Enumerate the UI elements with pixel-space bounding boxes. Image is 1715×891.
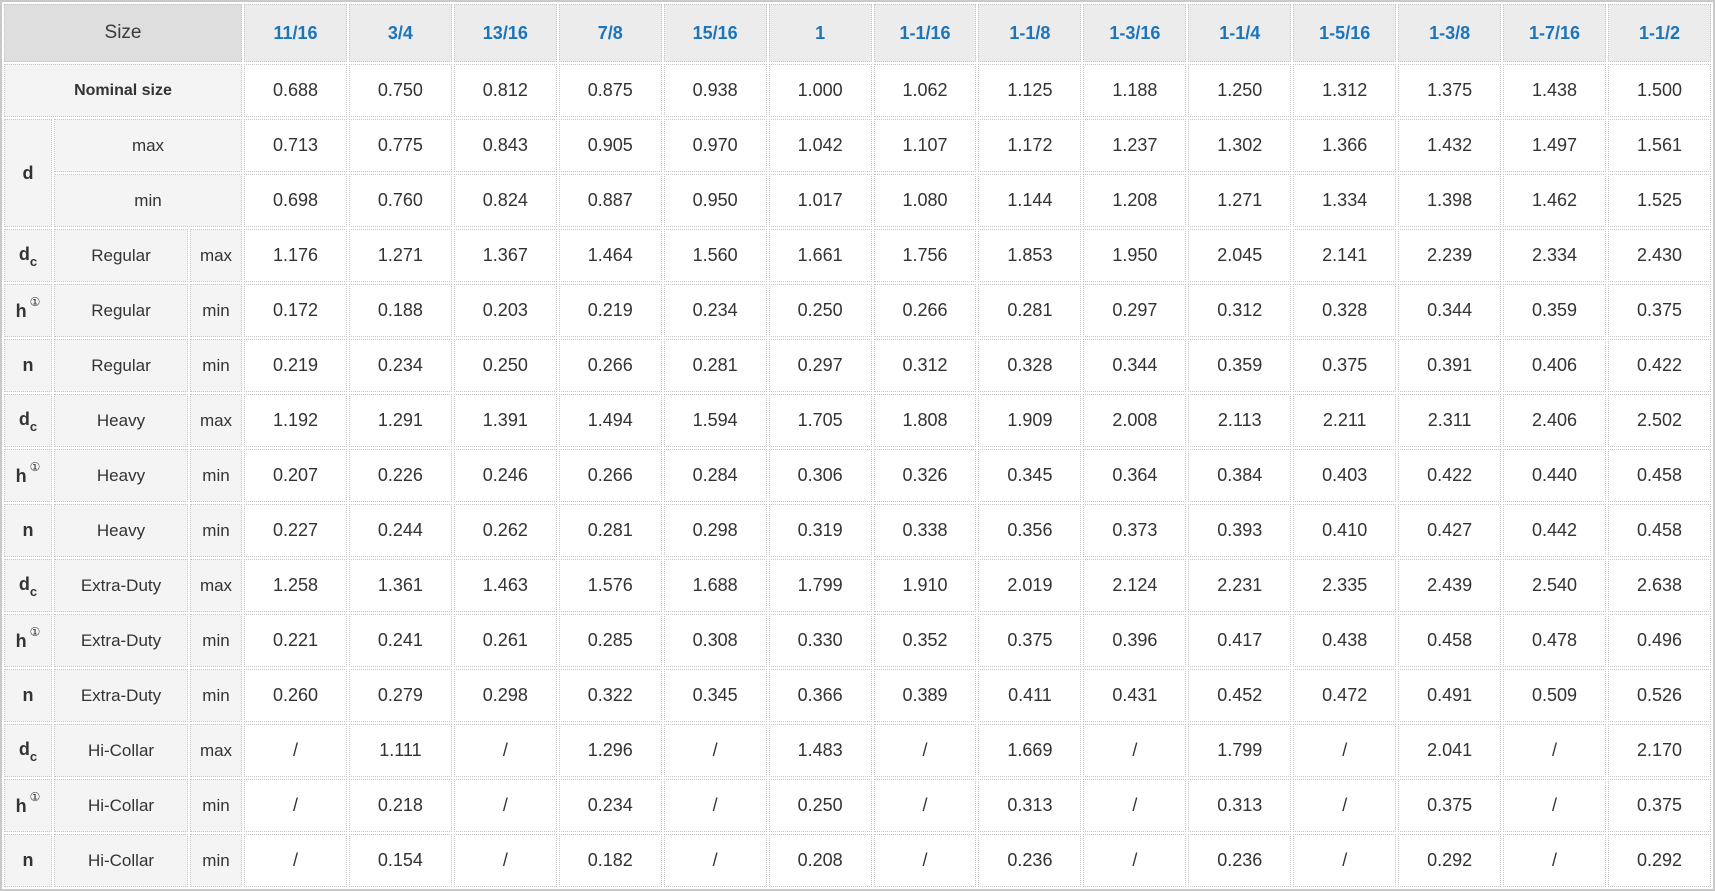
value-cell: 1.688 [664,559,767,612]
size-column-header: 1-1/4 [1188,4,1291,62]
table-row [4,614,1711,667]
value-cell: 0.887 [559,174,662,227]
value-cell: 1.302 [1188,119,1291,172]
value-cell: 0.182 [559,834,662,887]
value-cell: 0.297 [769,339,872,392]
value-cell: 1.398 [1398,174,1501,227]
value-cell: 0.250 [769,779,872,832]
value-cell: 1.497 [1503,119,1606,172]
value-cell: 0.950 [664,174,767,227]
value-cell: 0.375 [1608,779,1711,832]
value-cell: 1.208 [1083,174,1186,227]
value-cell: 0.298 [454,669,557,722]
value-cell: 0.227 [244,504,347,557]
table-row [4,449,1711,502]
value-cell: 1.172 [978,119,1081,172]
value-cell: 0.760 [349,174,452,227]
value-cell: 1.799 [1188,724,1291,777]
value-cell: 0.375 [1608,284,1711,337]
value-cell: 1.296 [559,724,662,777]
value-cell: 0.172 [244,284,347,337]
value-cell: 0.234 [664,284,767,337]
row-series-label: Hi-Collar [54,724,188,777]
footnote-1-icon: ① [29,460,41,474]
value-cell: 1.107 [874,119,977,172]
value-cell: / [1503,724,1606,777]
value-cell: 2.540 [1503,559,1606,612]
row-symbol-label: n [4,339,52,392]
value-cell: 1.525 [1608,174,1711,227]
row-series-label: Heavy [54,449,188,502]
value-cell: 0.326 [874,449,977,502]
table-row [4,284,1711,337]
value-cell: 0.208 [769,834,872,887]
value-cell: / [1503,834,1606,887]
value-cell: 2.334 [1503,229,1606,282]
row-title-label: Nominal size [4,64,242,117]
row-series-label: Heavy [54,394,188,447]
value-cell: 0.440 [1503,449,1606,502]
value-cell: / [454,724,557,777]
size-column-header: 1-5/16 [1293,4,1396,62]
value-cell: 1.576 [559,559,662,612]
row-symbol-label: h ① [4,779,52,832]
value-cell: 2.638 [1608,559,1711,612]
value-cell: 0.688 [244,64,347,117]
value-cell: 1.661 [769,229,872,282]
value-cell: 0.281 [978,284,1081,337]
value-cell: 0.234 [559,779,662,832]
row-series-label: Regular [54,284,188,337]
value-cell: 0.698 [244,174,347,227]
value-cell: 0.250 [454,339,557,392]
table-row [4,724,1711,777]
value-cell: 1.799 [769,559,872,612]
value-cell: 0.396 [1083,614,1186,667]
row-limit-label: max [190,724,242,777]
value-cell: 1.594 [664,394,767,447]
row-symbol-label: $d_c$ [4,559,52,612]
value-cell: 0.344 [1398,284,1501,337]
value-cell: 2.211 [1293,394,1396,447]
value-cell: 0.393 [1188,504,1291,557]
row-series-label: Extra-Duty [54,559,188,612]
row-symbol-label: h ① [4,284,52,337]
value-cell: 0.875 [559,64,662,117]
value-cell: 1.463 [454,559,557,612]
row-symbol-label: $d_c$ [4,394,52,447]
value-cell: 0.312 [874,339,977,392]
row-limit-label: min [190,614,242,667]
value-cell: 0.526 [1608,669,1711,722]
value-cell: 2.311 [1398,394,1501,447]
value-cell: 0.410 [1293,504,1396,557]
row-limit-label: min [190,669,242,722]
row-series-label: Regular [54,229,188,282]
value-cell: 0.221 [244,614,347,667]
value-cell: 2.113 [1188,394,1291,447]
row-limit-label: min [190,284,242,337]
value-cell: 0.188 [349,284,452,337]
value-cell: 2.041 [1398,724,1501,777]
value-cell: 0.312 [1188,284,1291,337]
table-row [4,559,1711,612]
value-cell: 1.258 [244,559,347,612]
value-cell: 0.319 [769,504,872,557]
value-cell: / [454,779,557,832]
value-cell: 0.226 [349,449,452,502]
value-cell: 2.430 [1608,229,1711,282]
row-series-label: Extra-Duty [54,669,188,722]
value-cell: 2.406 [1503,394,1606,447]
value-cell: 0.824 [454,174,557,227]
value-cell: 0.812 [454,64,557,117]
value-cell: 0.472 [1293,669,1396,722]
value-cell: 0.775 [349,119,452,172]
value-cell: 0.154 [349,834,452,887]
value-cell: / [664,834,767,887]
value-cell: 2.439 [1398,559,1501,612]
value-cell: / [874,779,977,832]
value-cell: 0.218 [349,779,452,832]
value-cell: 0.297 [1083,284,1186,337]
value-cell: 0.431 [1083,669,1186,722]
value-cell: 0.219 [244,339,347,392]
value-cell: 0.417 [1188,614,1291,667]
table-row [4,119,1711,172]
value-cell: 1.144 [978,174,1081,227]
value-cell: 0.306 [769,449,872,502]
size-column-header: 1-3/16 [1083,4,1186,62]
value-cell: 0.352 [874,614,977,667]
value-cell: 1.432 [1398,119,1501,172]
value-cell: 0.375 [978,614,1081,667]
value-cell: / [664,724,767,777]
size-column-header: 1-1/2 [1608,4,1711,62]
row-series-label: Hi-Collar [54,834,188,887]
value-cell: 2.141 [1293,229,1396,282]
value-cell: 0.328 [978,339,1081,392]
value-cell: 0.458 [1398,614,1501,667]
value-cell: 1.561 [1608,119,1711,172]
value-cell: 0.292 [1398,834,1501,887]
size-column-header: 1-1/16 [874,4,977,62]
value-cell: 0.292 [1608,834,1711,887]
value-cell: 0.843 [454,119,557,172]
row-series-label: Extra-Duty [54,614,188,667]
value-cell: 2.045 [1188,229,1291,282]
row-series-label: Heavy [54,504,188,557]
value-cell: 2.019 [978,559,1081,612]
value-cell: 0.246 [454,449,557,502]
value-cell: 0.509 [1503,669,1606,722]
value-cell: 1.500 [1608,64,1711,117]
value-cell: / [874,834,977,887]
value-cell: 0.438 [1293,614,1396,667]
value-cell: / [664,779,767,832]
value-cell: / [244,779,347,832]
value-cell: 1.366 [1293,119,1396,172]
value-cell: 1.808 [874,394,977,447]
footnote-1-icon: ① [29,625,41,639]
value-cell: 0.234 [349,339,452,392]
value-cell: 0.284 [664,449,767,502]
row-symbol-label: h ① [4,449,52,502]
size-column-header: 11/16 [244,4,347,62]
row-series-label: Hi-Collar [54,779,188,832]
row-limit-label: max [190,229,242,282]
value-cell: 1.375 [1398,64,1501,117]
row-limit-label: min [54,174,242,227]
value-cell: 0.322 [559,669,662,722]
value-cell: 1.334 [1293,174,1396,227]
value-cell: 0.442 [1503,504,1606,557]
footnote-1-icon: ① [29,295,41,309]
table-row [4,339,1711,392]
value-cell: 1.017 [769,174,872,227]
value-cell: 1.042 [769,119,872,172]
size-corner-header: Size [4,4,242,62]
value-cell: 0.422 [1398,449,1501,502]
value-cell: 1.462 [1503,174,1606,227]
value-cell: 1.853 [978,229,1081,282]
value-cell: 0.313 [978,779,1081,832]
value-cell: 0.313 [1188,779,1291,832]
row-symbol-label: $d_c$ [4,229,52,282]
value-cell: 1.391 [454,394,557,447]
value-cell: 2.335 [1293,559,1396,612]
value-cell: 0.970 [664,119,767,172]
value-cell: 0.262 [454,504,557,557]
size-column-header: 15/16 [664,4,767,62]
value-cell: 1.494 [559,394,662,447]
value-cell: 0.422 [1608,339,1711,392]
value-cell: 1.176 [244,229,347,282]
value-cell: 0.345 [978,449,1081,502]
value-cell: / [1293,779,1396,832]
row-limit-label: min [190,779,242,832]
value-cell: 0.905 [559,119,662,172]
value-cell: 0.458 [1608,449,1711,502]
value-cell: 1.669 [978,724,1081,777]
value-cell: / [1503,779,1606,832]
table-row [4,669,1711,722]
row-symbol-label: n [4,669,52,722]
table-row [4,394,1711,447]
value-cell: 1.271 [1188,174,1291,227]
value-cell: 0.308 [664,614,767,667]
value-cell: 1.312 [1293,64,1396,117]
row-limit-label: max [190,559,242,612]
value-cell: 1.464 [559,229,662,282]
row-symbol-label: d [4,119,52,227]
row-limit-label: min [190,504,242,557]
value-cell: 0.203 [454,284,557,337]
value-cell: / [874,724,977,777]
table-row [4,504,1711,557]
value-cell: 0.750 [349,64,452,117]
value-cell: 1.237 [1083,119,1186,172]
value-cell: 1.705 [769,394,872,447]
value-cell: 0.345 [664,669,767,722]
table-body [4,64,1711,887]
row-symbol-label: n [4,834,52,887]
value-cell: 0.266 [559,449,662,502]
value-cell: 0.491 [1398,669,1501,722]
row-series-label: Regular [54,339,188,392]
value-cell: 0.427 [1398,504,1501,557]
value-cell: 1.950 [1083,229,1186,282]
size-column-header: 1-1/8 [978,4,1081,62]
value-cell: 0.359 [1503,284,1606,337]
value-cell: 1.910 [874,559,977,612]
value-cell: 0.241 [349,614,452,667]
value-cell: 2.008 [1083,394,1186,447]
row-limit-label: max [190,394,242,447]
value-cell: 1.756 [874,229,977,282]
table-row [4,64,1711,117]
value-cell: 1.438 [1503,64,1606,117]
value-cell: 2.502 [1608,394,1711,447]
value-cell: 1.000 [769,64,872,117]
value-cell: / [1083,779,1186,832]
value-cell: 0.281 [664,339,767,392]
value-cell: 1.188 [1083,64,1186,117]
value-cell: 0.236 [978,834,1081,887]
value-cell: 0.219 [559,284,662,337]
value-cell: 0.384 [1188,449,1291,502]
row-symbol-label: n [4,504,52,557]
value-cell: 0.364 [1083,449,1186,502]
value-cell: 0.458 [1608,504,1711,557]
size-column-header: 13/16 [454,4,557,62]
value-cell: 0.713 [244,119,347,172]
value-cell: 0.266 [874,284,977,337]
value-cell: 2.124 [1083,559,1186,612]
value-cell: 1.250 [1188,64,1291,117]
size-column-header: 7/8 [559,4,662,62]
value-cell: / [244,724,347,777]
value-cell: 0.281 [559,504,662,557]
row-limit-label: min [190,449,242,502]
value-cell: 1.192 [244,394,347,447]
value-cell: / [244,834,347,887]
value-cell: 1.361 [349,559,452,612]
value-cell: 0.344 [1083,339,1186,392]
value-cell: 0.285 [559,614,662,667]
row-limit-label: max [54,119,242,172]
value-cell: 0.375 [1398,779,1501,832]
value-cell: 0.266 [559,339,662,392]
value-cell: 0.938 [664,64,767,117]
value-cell: 0.244 [349,504,452,557]
value-cell: 1.483 [769,724,872,777]
value-cell: 0.406 [1503,339,1606,392]
value-cell: 0.389 [874,669,977,722]
value-cell: / [1293,724,1396,777]
value-cell: 0.330 [769,614,872,667]
value-cell: 1.367 [454,229,557,282]
size-column-header: 1 [769,4,872,62]
value-cell: 0.356 [978,504,1081,557]
footnote-1-icon: ① [29,790,41,804]
value-cell: 0.391 [1398,339,1501,392]
row-symbol-label: h ① [4,614,52,667]
table-header [4,4,1711,62]
value-cell: 0.207 [244,449,347,502]
value-cell: 0.375 [1293,339,1396,392]
row-limit-label: min [190,834,242,887]
value-cell: / [1293,834,1396,887]
value-cell: 1.271 [349,229,452,282]
table-row [4,834,1711,887]
value-cell: 0.452 [1188,669,1291,722]
value-cell: 0.411 [978,669,1081,722]
value-cell: 1.909 [978,394,1081,447]
value-cell: 2.170 [1608,724,1711,777]
value-cell: 1.125 [978,64,1081,117]
value-cell: 1.291 [349,394,452,447]
size-column-header: 1-3/8 [1398,4,1501,62]
value-cell: 1.062 [874,64,977,117]
value-cell: 1.111 [349,724,452,777]
value-cell: / [1083,724,1186,777]
value-cell: 0.298 [664,504,767,557]
value-cell: 0.328 [1293,284,1396,337]
table-row [4,779,1711,832]
row-limit-label: min [190,339,242,392]
value-cell: 0.261 [454,614,557,667]
value-cell: / [1083,834,1186,887]
value-cell: 1.080 [874,174,977,227]
size-column-header: 1-7/16 [1503,4,1606,62]
value-cell: / [454,834,557,887]
value-cell: 0.403 [1293,449,1396,502]
value-cell: 0.338 [874,504,977,557]
value-cell: 0.260 [244,669,347,722]
row-symbol-label: $d_c$ [4,724,52,777]
value-cell: 0.250 [769,284,872,337]
value-cell: 2.239 [1398,229,1501,282]
value-cell: 1.560 [664,229,767,282]
value-cell: 2.231 [1188,559,1291,612]
value-cell: 0.373 [1083,504,1186,557]
value-cell: 0.279 [349,669,452,722]
table-row [4,229,1711,282]
value-cell: 0.496 [1608,614,1711,667]
size-column-header: 3/4 [349,4,452,62]
table-row [4,174,1711,227]
value-cell: 0.359 [1188,339,1291,392]
value-cell: 0.236 [1188,834,1291,887]
value-cell: 0.366 [769,669,872,722]
value-cell: 0.478 [1503,614,1606,667]
